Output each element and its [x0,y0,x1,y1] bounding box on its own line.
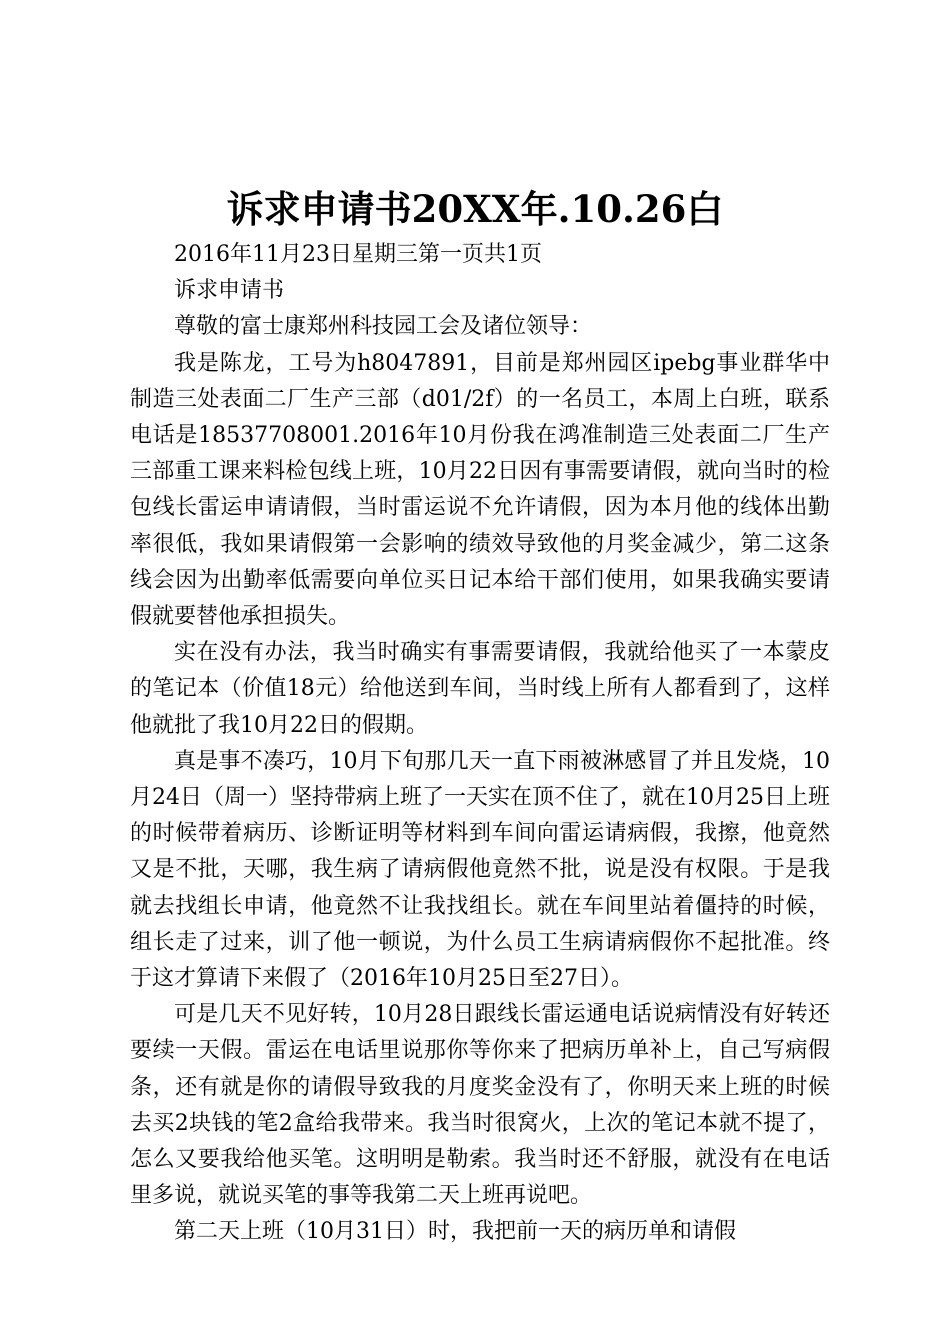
date-line: 2016年11月23日星期三第一页共1页 [174,242,542,267]
paragraph: 真是事不凑巧，10月下旬那几天一直下雨被淋感冒了并且发烧，10月24日（周一）坚持带病上班了一天实在顶不住了，就在10月25日上班的时候带着病历、诊断证明等材料到车间向雷运请病假，我擦，他竟然又是不批，天哪，我生病了请病假他竟然不批，说是没有权限。于是我就去找组长申请，他竟然不让我找组长。就在车间里站着僵持的时候，组长走了过来，训了他一顿说，为什么员工生病请病假你不起批准。终于这才算请下来假了（2016年10月25日至27日）。 [130,748,830,992]
document-body [130,237,830,1251]
doc-heading: 诉求申请书 [174,278,285,304]
paragraph: 实在没有办法，我当时确实有事需要请假，我就给他买了一本蒙皮的笔记本（价值18元）给他送到车间，当时线上所有人都看到了，这样他就批了我10月22日的假期。 [130,640,830,738]
salutation: 尊敬的富士康郑州科技园工会及诸位领导： [174,314,593,340]
paragraph: 第二天上班（10月31日）时，我把前一天的病历单和请假 [174,1219,736,1245]
paragraph: 可是几天不见好转，10月28日跟线长雷运通电话说病情没有好转还要续一天假。雷运在电话里说那你等你来了把病历单补上，自己写病假条，还有就是你的请假导致我的月度奖金没有了，你明天来上班的时候去买2块钱的笔2盒给我带来。我当时很窝火，上次的笔记本就不提了，怎么又要我给他买笔。这明明是勒索。我当时还不舒服，就没有在电话里多说，就说买笔的事等我第二天上班再说吧。 [130,1002,830,1209]
paragraph: 我是陈龙，工号为h8047891，目前是郑州园区ipebg事业群华中制造三处表面二厂生产三部（d01/2f）的一名员工，本周上白班，联系电话是18537708001.2016年10月份我在鸿准制造三处表面二厂生产三部重工课来料检包线上班，10月22日因有事需要请假，就向当时的检包线长雷运申请请假，当时雷运说不允许请假，因为本月他的线体出勤率很低，我如果请假第一会影响的绩效导致他的月奖金减少，第二这条线会因为出勤率低需要向单位买日记本给干部们使用，如果我确实要请假就要替他承担损失。 [130,350,830,630]
document-title: 诉求申请书20XX年.10.26白 [226,187,724,231]
